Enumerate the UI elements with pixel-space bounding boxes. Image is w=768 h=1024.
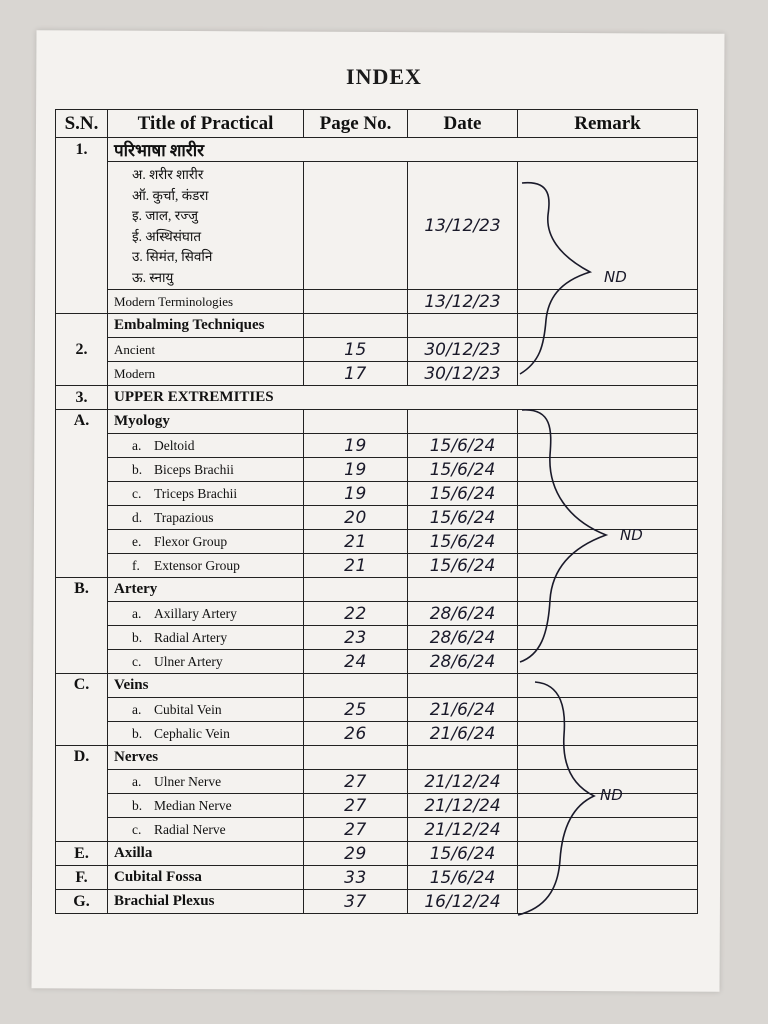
date-cell: 21/12/24: [408, 770, 518, 794]
date-cell: 21/12/24: [408, 794, 518, 818]
row-title: Modern Terminologies: [108, 290, 304, 314]
date-cell: 15/6/24: [408, 530, 518, 554]
page-cell: 17: [304, 362, 408, 386]
group-title: Veins: [108, 674, 304, 698]
group-title: Artery: [108, 578, 304, 602]
date-cell: 28/6/24: [408, 626, 518, 650]
row-title-text: Radial Artery: [154, 629, 228, 645]
row-letter: c.: [132, 821, 142, 837]
row-title-text: Median Nerve: [154, 797, 232, 813]
row-title-text: Flexor Group: [154, 533, 228, 549]
page-cell: 24: [304, 650, 408, 674]
page-cell: 19: [304, 434, 408, 458]
date-cell: 28/6/24: [408, 650, 518, 674]
list-item: इ. जाल, रज्जु: [132, 208, 199, 223]
date-cell: 30/12/23: [408, 338, 518, 362]
row-letter: d.: [132, 509, 143, 525]
date-cell: 15/6/24: [408, 554, 518, 578]
row-letter: a.: [132, 437, 142, 453]
row-title-text: Triceps Brachii: [154, 485, 238, 501]
row-letter: b.: [132, 797, 143, 813]
row-letter: f.: [132, 557, 140, 573]
row-sn: 1.: [56, 138, 108, 314]
section-title: परिभाषा शारीर: [108, 138, 698, 162]
page-cell: 33: [304, 866, 408, 890]
brace-3: [518, 682, 594, 915]
row-title-text: Trapazious: [154, 509, 214, 525]
date-cell: 15/6/24: [408, 866, 518, 890]
row-letter: a.: [132, 605, 142, 621]
page-cell: 26: [304, 722, 408, 746]
header-page: Page No.: [304, 110, 408, 138]
remark-initials-1: ND: [604, 268, 627, 286]
date-cell: 21/12/24: [408, 818, 518, 842]
remark-initials-2: ND: [620, 526, 643, 544]
date-cell: 21/6/24: [408, 698, 518, 722]
page-cell: 27: [304, 794, 408, 818]
row-title-text: Deltoid: [154, 437, 195, 453]
row-title-text: Cubital Vein: [154, 701, 222, 717]
row-title-text: Axillary Artery: [154, 605, 237, 621]
page-cell: 27: [304, 818, 408, 842]
row-title: Cubital Fossa: [108, 866, 304, 890]
date-cell: 15/6/24: [408, 434, 518, 458]
page-cell: 37: [304, 890, 408, 914]
row-sn: 2.: [56, 314, 108, 386]
page-cell: 21: [304, 554, 408, 578]
date-cell: 28/6/24: [408, 602, 518, 626]
row-sn: F.: [56, 866, 108, 890]
page-cell: 22: [304, 602, 408, 626]
page-cell: 23: [304, 626, 408, 650]
date-cell: 13/12/23: [408, 290, 518, 314]
header-sn: S.N.: [56, 110, 108, 138]
page-cell: 19: [304, 482, 408, 506]
date-cell: 13/12/23: [408, 162, 518, 290]
list-item: उ. सिमंत, सिवनि: [132, 249, 213, 264]
group-title: Nerves: [108, 746, 304, 770]
row-sn: C.: [56, 674, 108, 746]
row-title-text: Ulner Nerve: [154, 773, 222, 789]
row-title: Ancient: [108, 338, 304, 362]
row-sn: G.: [56, 890, 108, 914]
section-title: Embalming Techniques: [108, 314, 304, 338]
row-title: Axilla: [108, 842, 304, 866]
header-remark: Remark: [518, 110, 698, 138]
brace-2: [520, 410, 606, 662]
row-sn: B.: [56, 578, 108, 674]
row-letter: b.: [132, 725, 143, 741]
row-title-text: Radial Nerve: [154, 821, 226, 837]
row-letter: b.: [132, 629, 143, 645]
row-title-text: Extensor Group: [154, 557, 240, 573]
header-title: Title of Practical: [108, 110, 304, 138]
date-cell: 16/12/24: [408, 890, 518, 914]
row-letter: b.: [132, 461, 143, 477]
page-cell: 27: [304, 770, 408, 794]
page-cell: 20: [304, 506, 408, 530]
list-item: ऑ. कुर्चा, कंडरा: [132, 187, 209, 203]
date-cell: 15/6/24: [408, 842, 518, 866]
row-letter: a.: [132, 773, 142, 789]
row-title: Brachial Plexus: [108, 890, 304, 914]
date-cell: 15/6/24: [408, 506, 518, 530]
page-title: INDEX: [346, 64, 422, 89]
date-cell: 30/12/23: [408, 362, 518, 386]
row-letter: e.: [132, 533, 142, 549]
row-sn: E.: [56, 842, 108, 866]
date-cell: 15/6/24: [408, 482, 518, 506]
row-title-text: Ulner Artery: [154, 653, 223, 669]
section-title: UPPER EXTREMITIES: [108, 386, 698, 410]
remark-initials-3: ND: [600, 786, 623, 804]
header-date: Date: [408, 110, 518, 138]
page-cell: 25: [304, 698, 408, 722]
row-sn: 3.: [56, 386, 108, 410]
list-item: अ. शरीर शारीर: [132, 167, 204, 182]
page-cell: 29: [304, 842, 408, 866]
row-title: Modern: [108, 362, 304, 386]
date-cell: 21/6/24: [408, 722, 518, 746]
list-item: ऊ. स्नायु: [132, 269, 174, 285]
row-title-text: Cephalic Vein: [154, 725, 230, 741]
date-cell: 15/6/24: [408, 458, 518, 482]
list-item: ई. अस्थिसंघात: [132, 228, 202, 244]
page-cell: 19: [304, 458, 408, 482]
row-letter: c.: [132, 485, 142, 501]
row-letter: a.: [132, 701, 142, 717]
page-cell: 15: [304, 338, 408, 362]
group-title: Myology: [108, 410, 304, 434]
row-sn: A.: [56, 410, 108, 578]
brace-1: [520, 183, 590, 374]
page-cell: 21: [304, 530, 408, 554]
row-letter: c.: [132, 653, 142, 669]
row-sn: D.: [56, 746, 108, 842]
row-title-text: Biceps Brachii: [154, 461, 234, 477]
